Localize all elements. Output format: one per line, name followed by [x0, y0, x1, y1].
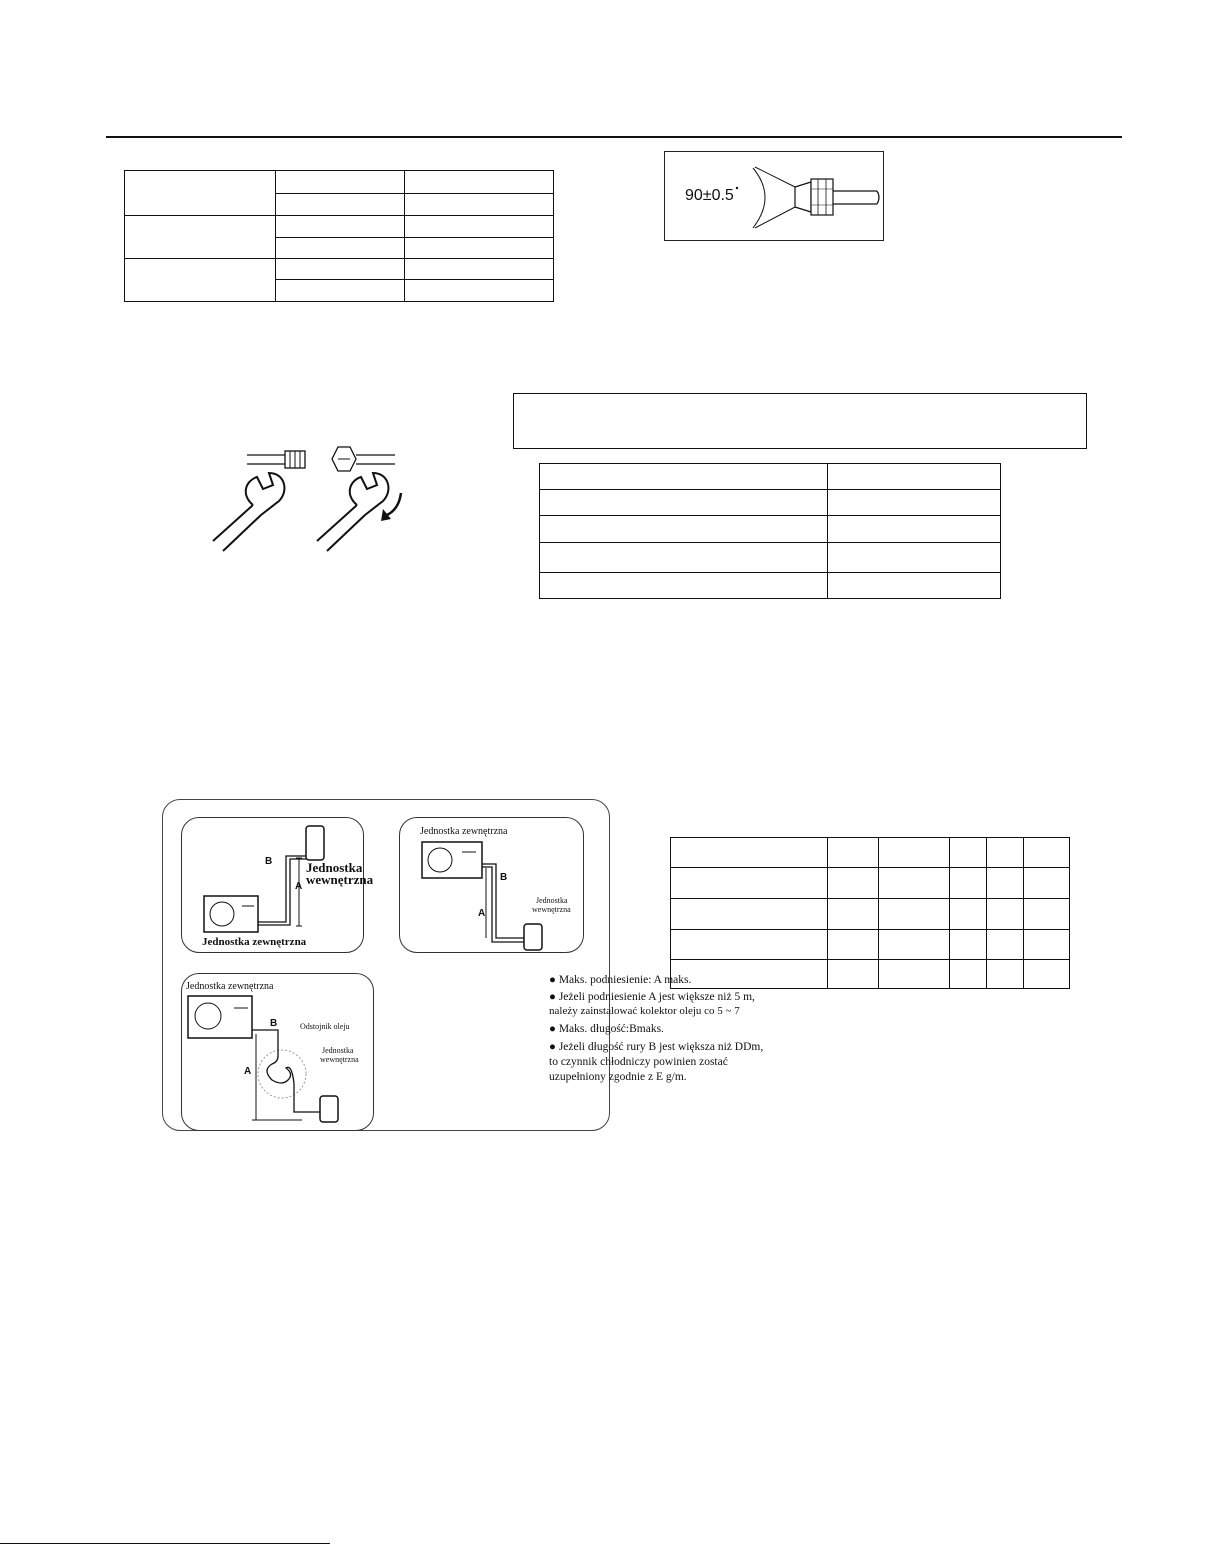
- table-cell: [1024, 868, 1070, 899]
- table-cell: [276, 171, 405, 194]
- table-cell: [828, 490, 1001, 516]
- table-cell: [828, 930, 879, 960]
- table-cell: [405, 280, 554, 302]
- table-cell: [540, 543, 828, 573]
- label-a: A: [244, 1066, 252, 1077]
- indoor-unit-label: Jednostka: [306, 860, 363, 875]
- table-cell: [828, 899, 879, 930]
- table-cell: [125, 259, 276, 302]
- piping-installation-figure: [162, 799, 764, 1131]
- panel-outdoor-above: [399, 817, 584, 953]
- flare-nut-drawing: [665, 152, 885, 242]
- label-a: A: [295, 881, 303, 892]
- table-cell: [828, 543, 1001, 573]
- table-cell: [276, 216, 405, 238]
- header-rule: [106, 136, 1122, 138]
- table-cell: [405, 216, 554, 238]
- wrench-tightening-illustration: [205, 443, 415, 558]
- table-cell: [540, 573, 828, 599]
- table-cell: [276, 238, 405, 259]
- bullet-note: ● Jeżeli podniesienie A jest większe niż 5 m,: [549, 991, 755, 1003]
- table-cell: [405, 171, 554, 194]
- bullet-note: uzupełniony zgodnie z E g/m.: [549, 1071, 687, 1083]
- pipe-length-table: [670, 837, 1070, 989]
- table-cell: [828, 838, 879, 868]
- table-cell: [950, 960, 987, 989]
- table-cell: [879, 899, 950, 930]
- label-b: B: [265, 856, 273, 867]
- table-cell: [828, 573, 1001, 599]
- table-cell: [828, 960, 879, 989]
- table-cell: [405, 238, 554, 259]
- label-b: B: [500, 872, 508, 883]
- bullet-note: ● Maks. długość:Bmaks.: [549, 1023, 664, 1035]
- outdoor-unit-label: Jednostka zewnętrzna: [186, 981, 274, 992]
- table-cell: [671, 899, 828, 930]
- bullet-note: to czynnik chłodniczy powinien zostać: [549, 1056, 728, 1068]
- table-cell: [671, 868, 828, 899]
- table-cell: [987, 960, 1024, 989]
- table-cell: [540, 464, 828, 490]
- table-cell: [879, 930, 950, 960]
- table-cell: [987, 838, 1024, 868]
- flare-angle-figure: [664, 151, 884, 241]
- table-cell: [671, 838, 828, 868]
- bullet-note: ● Maks. podniesienie: A maks.: [549, 974, 692, 986]
- table-cell: [950, 868, 987, 899]
- torque-table: [539, 463, 1001, 599]
- table-cell: [405, 259, 554, 280]
- table-cell: [828, 464, 1001, 490]
- panel-outdoor-below: [181, 817, 374, 953]
- pipe-size-table: [124, 170, 554, 302]
- table-cell: [987, 930, 1024, 960]
- table-cell: [125, 171, 276, 216]
- table-cell: [276, 280, 405, 302]
- table-cell: [125, 216, 276, 259]
- table-cell: [879, 868, 950, 899]
- table-cell: [671, 930, 828, 960]
- table-cell: [1024, 899, 1070, 930]
- table-cell: [950, 899, 987, 930]
- table-cell: [1024, 960, 1070, 989]
- table-cell: [540, 490, 828, 516]
- table-cell: [1024, 930, 1070, 960]
- table-cell: [950, 930, 987, 960]
- label-a: A: [478, 908, 486, 919]
- oil-trap-label: Odstojnik oleju: [300, 1022, 350, 1031]
- panel-oil-trap: [181, 973, 374, 1131]
- table-cell: [671, 960, 828, 989]
- label-b: B: [270, 1018, 278, 1029]
- table-cell: [828, 516, 1001, 543]
- flare-angle-label: 90±0.5: [685, 187, 734, 204]
- table-cell: [276, 194, 405, 216]
- table-cell: [828, 868, 879, 899]
- footnote-rule: [0, 1543, 330, 1544]
- indoor-unit-label: Jednostka: [536, 896, 568, 905]
- table-cell: [879, 838, 950, 868]
- table-cell: [987, 868, 1024, 899]
- table-cell: [879, 960, 950, 989]
- note-box: [513, 393, 1087, 449]
- table-cell: [405, 194, 554, 216]
- table-cell: [950, 838, 987, 868]
- outdoor-unit-label: Jednostka zewnętrzna: [420, 826, 508, 837]
- outdoor-unit-label: Jednostka zewnętrzna: [202, 936, 307, 948]
- indoor-unit-label: Jednostka: [322, 1046, 354, 1055]
- indoor-unit-label: wewnętrzna: [320, 1055, 359, 1064]
- bullet-note: należy zainstalować kolektor oleju co 5 ~ 7: [549, 1005, 740, 1017]
- table-cell: [540, 516, 828, 543]
- bullet-note: ● Jeżeli długość rury B jest większa niż DDm,: [549, 1041, 764, 1053]
- table-cell: [276, 259, 405, 280]
- indoor-unit-label: wewnętrzna: [306, 872, 374, 887]
- table-cell: [987, 899, 1024, 930]
- indoor-unit-label: wewnętrzna: [532, 905, 571, 914]
- table-cell: [1024, 838, 1070, 868]
